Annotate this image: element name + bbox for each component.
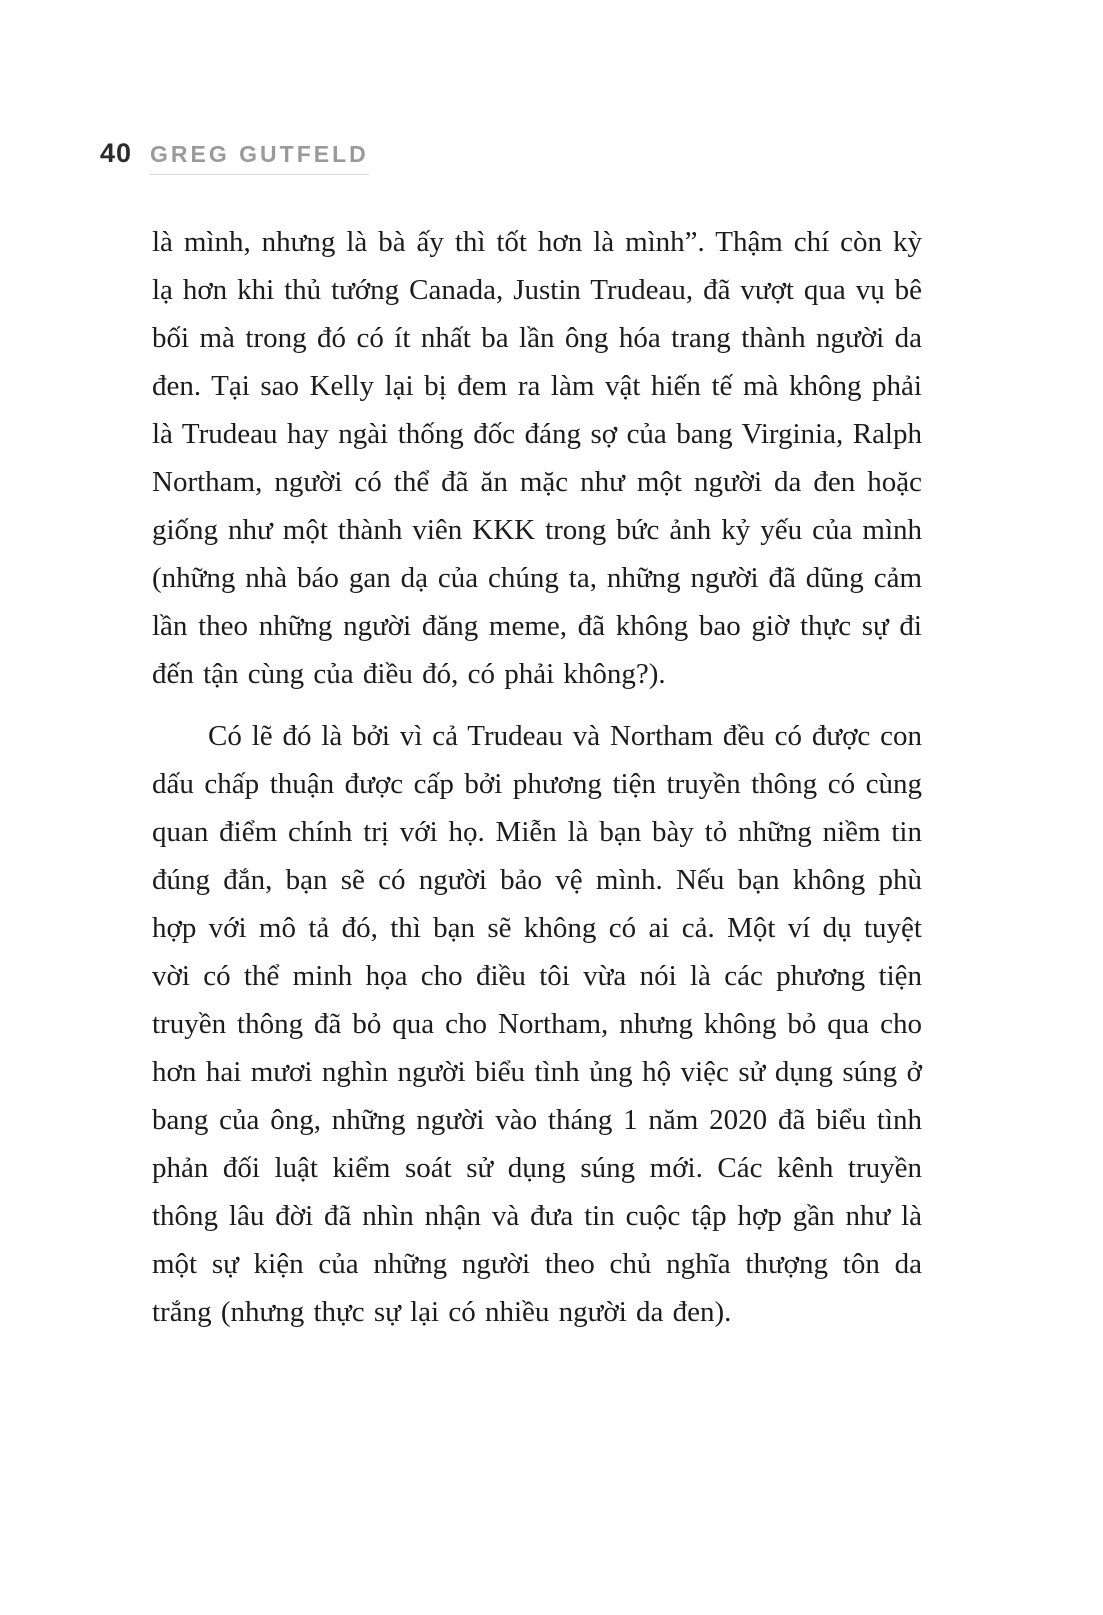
page-number: 40 <box>100 138 133 168</box>
running-header-author: GREG GUTFELD <box>150 141 369 175</box>
paragraph-2: Có lẽ đó là bởi vì cả Trudeau và Northam đều có được con dấu chấp thuận được cấp bởi phương tiện truyền thông có cùng quan điểm chính trị với họ. Miễn là bạn bày tỏ những niềm tin đúng đắn, bạn sẽ có người bảo vệ mình. Nếu bạn không phù hợp với mô tả đó, thì bạn sẽ không có ai cả. Một ví dụ tuyệt vời có thể minh họa cho điều tôi vừa nói là các phương tiện truyền thông đã bỏ qua cho Northam, nhưng không bỏ qua cho hơn hai mươi nghìn người biểu tình ủng hộ việc sử dụng súng ở bang của ông, những người vào tháng 1 năm 2020 đã biểu tình phản đối luật kiểm soát sử dụng súng mới. Các kênh truyền thông lâu đời đã nhìn nhận và đưa tin cuộc tập hợp gần như là một sự kiện của những người theo chủ nghĩa thượng tôn da trắng (nhưng thực sự lại có nhiều người da đen). <box>152 720 922 1328</box>
running-header <box>100 138 369 175</box>
body-text <box>152 218 922 1336</box>
paragraph-1: là mình, nhưng là bà ấy thì tốt hơn là mình”. Thậm chí còn kỳ lạ hơn khi thủ tướng Canada, Justin Trudeau, đã vượt qua vụ bê bối mà trong đó có ít nhất ba lần ông hóa trang thành người da đen. Tại sao Kelly lại bị đem ra làm vật hiến tế mà không phải là Trudeau hay ngài thống đốc đáng sợ của bang Virginia, Ralph Northam, người có thể đã ăn mặc như một người da đen hoặc giống như một thành viên KKK trong bức ảnh kỷ yếu của mình (những nhà báo gan dạ của chúng ta, những người đã dũng cảm lần theo những người đăng meme, đã không bao giờ thực sự đi đến tận cùng của điều đó, có phải không?). <box>152 226 922 690</box>
